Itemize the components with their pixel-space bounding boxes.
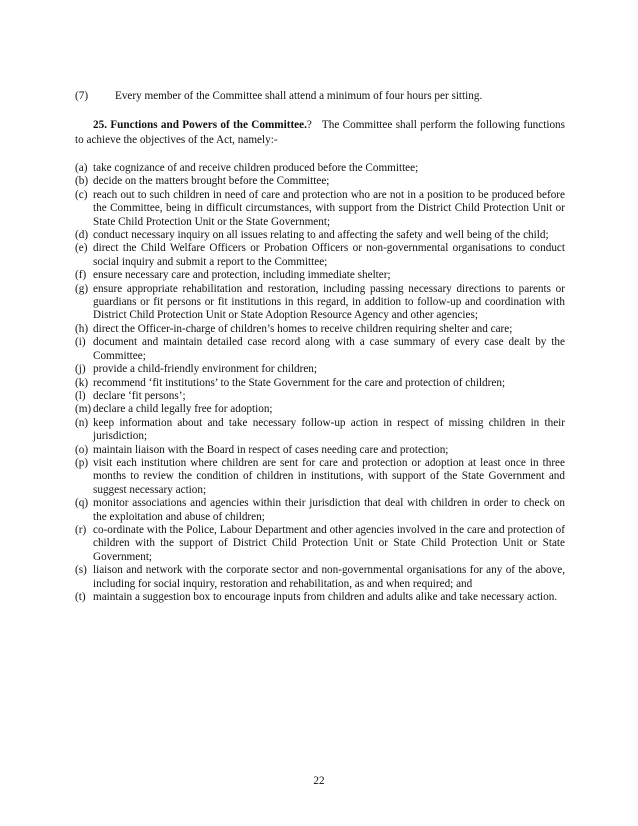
function-marker: (a) bbox=[75, 162, 88, 174]
function-marker: (f) bbox=[75, 269, 87, 282]
function-text: monitor associations and agencies within their jurisdiction that deal with children in order to check on the exploitation and abuse of children; bbox=[93, 497, 565, 523]
function-marker: (n) bbox=[75, 416, 89, 429]
function-item bbox=[75, 444, 565, 457]
function-marker: (c) bbox=[75, 188, 88, 201]
function-item bbox=[75, 162, 565, 175]
function-marker: (l) bbox=[75, 389, 86, 402]
function-item bbox=[75, 377, 565, 390]
function-item bbox=[75, 229, 565, 242]
function-marker: (g) bbox=[75, 282, 89, 295]
function-text: direct the Child Welfare Officers or Probation Officers or non-governmental organisations to conduct social inquiry and submit a report to the Committee; bbox=[93, 242, 565, 268]
function-item bbox=[75, 497, 565, 524]
section-25-marker: ? bbox=[306, 119, 312, 131]
function-text: document and maintain detailed case record along with a case summary of every case dealt by the Committee; bbox=[93, 336, 565, 362]
function-item bbox=[75, 390, 565, 403]
function-text: direct the Officer-in-charge of children’s homes to receive children requiring shelter and care; bbox=[93, 322, 513, 335]
function-marker: (k) bbox=[75, 376, 89, 389]
function-text: conduct necessary inquiry on all issues relating to and affecting the safety and well being of the child; bbox=[93, 229, 549, 242]
function-marker: (r) bbox=[75, 523, 87, 536]
function-marker: (h) bbox=[75, 322, 89, 335]
function-marker: (t) bbox=[75, 591, 86, 603]
function-text: ensure appropriate rehabilitation and restoration, including passing necessary directions to parents or guardians or fit persons or fit institutions in this regard, in addition to follow-up and coordination with District Child Protection Unit or State Adoption Resource Agency and other agencies; bbox=[93, 282, 565, 322]
function-item bbox=[75, 336, 565, 363]
function-text: declare ‘fit persons’; bbox=[93, 389, 186, 402]
function-item bbox=[75, 175, 565, 188]
function-item bbox=[75, 242, 565, 269]
section-25-heading: 25. Functions and Powers of the Committee. bbox=[93, 119, 307, 131]
function-item bbox=[75, 524, 565, 564]
function-text: visit each institution where children are sent for care and protection or adoption at least once in three months to review the condition of children in institutions, with support of the State Government and suggest necessary action; bbox=[93, 456, 565, 496]
function-marker: (b) bbox=[75, 175, 89, 188]
function-marker: (d) bbox=[75, 229, 89, 242]
function-marker: (o) bbox=[75, 443, 89, 456]
function-item bbox=[75, 189, 565, 229]
function-text: co-ordinate with the Police, Labour Department and other agencies involved in the care and protection of children with the support of District Child Protection Unit or State Child Protection Unit or State Government; bbox=[93, 523, 565, 563]
function-text: take cognizance of and receive children produced before the Committee; bbox=[93, 162, 419, 174]
function-text: keep information about and take necessary follow-up action in respect of missing children in their jurisdiction; bbox=[93, 416, 565, 443]
function-item bbox=[75, 323, 565, 336]
function-marker: (j) bbox=[75, 363, 86, 376]
function-marker: (i) bbox=[75, 336, 86, 349]
function-item bbox=[75, 417, 565, 444]
section-25-intro-text: The Committee shall perform the following functions to achieve the objectives of the Act, namely:- bbox=[75, 119, 566, 147]
function-item bbox=[75, 269, 565, 282]
page-number: 22 bbox=[313, 775, 325, 787]
function-marker: (q) bbox=[75, 497, 89, 510]
function-text: provide a child-friendly environment for children; bbox=[93, 363, 317, 376]
function-item bbox=[75, 403, 565, 416]
function-text: maintain liaison with the Board in respect of cases needing care and protection; bbox=[93, 443, 449, 456]
function-text: decide on the matters brought before the Committee; bbox=[93, 175, 330, 188]
function-marker: (m) bbox=[75, 403, 92, 416]
function-text: maintain a suggestion box to encourage inputs from children and adults alike and take necessary action. bbox=[93, 591, 558, 603]
function-item bbox=[75, 457, 565, 497]
function-text: declare a child legally free for adoption; bbox=[93, 403, 273, 416]
function-text: recommend ‘fit institutions’ to the State Government for the care and protection of children; bbox=[93, 376, 506, 389]
function-item bbox=[75, 564, 565, 591]
function-item bbox=[75, 591, 565, 604]
paragraph-7 bbox=[75, 89, 565, 103]
function-marker: (s) bbox=[75, 564, 87, 577]
function-item bbox=[75, 283, 565, 323]
paragraph-7-text: Every member of the Committee shall attend a minimum of four hours per sitting. bbox=[115, 90, 483, 102]
function-text: reach out to such children in need of care and protection who are not in a position to be produced before the Committee, being in difficult circumstances, with support from the District Child Protection Unit or State Child Protection Unit or the State Government; bbox=[93, 188, 565, 228]
function-item bbox=[75, 363, 565, 376]
function-text: liaison and network with the corporate sector and non-governmental organisations for any of the above, including for social inquiry, restoration and rehabilitation, as and when required; and bbox=[93, 564, 565, 590]
function-marker: (e) bbox=[75, 242, 88, 255]
function-text: ensure necessary care and protection, including immediate shelter; bbox=[93, 269, 391, 282]
section-25-intro bbox=[75, 118, 565, 148]
functions-list bbox=[75, 162, 565, 604]
paragraph-7-number: (7) bbox=[75, 90, 89, 102]
function-marker: (p) bbox=[75, 456, 89, 469]
